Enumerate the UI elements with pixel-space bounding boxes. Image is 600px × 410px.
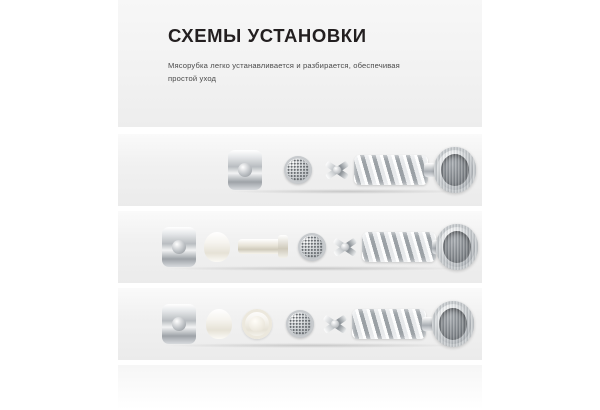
page-subtitle: Мясорубка легко устанавливается и разбирается, обеспечивая простой уход: [168, 61, 400, 83]
ring-nut-icon: [434, 147, 476, 193]
cross-hub-icon: [162, 304, 196, 344]
row-1-shadow: [228, 189, 468, 194]
assembly-row-2: [118, 211, 482, 283]
plastic-cup-icon: [242, 309, 272, 339]
assembly-row-1: [118, 134, 482, 206]
assembly-row-3: [118, 288, 482, 360]
header-text-block: [168, 26, 464, 85]
cutting-blade-icon: [332, 232, 358, 262]
auger-screw-icon: [354, 155, 428, 185]
ring-nut-icon: [432, 301, 474, 347]
row-3-shadow: [162, 343, 462, 348]
cross-hub-icon: [162, 227, 196, 267]
ring-nut-icon: [436, 224, 478, 270]
row-2-parts: [118, 211, 482, 283]
row-2-shadow: [162, 266, 468, 271]
page-title: СХЕМЫ УСТАНОВКИ: [168, 25, 367, 46]
perforated-disc-icon: [286, 310, 314, 338]
auger-screw-icon: [362, 232, 436, 262]
cutting-blade-icon: [324, 155, 350, 185]
perforated-disc-icon: [284, 156, 312, 184]
header-panel: [118, 0, 482, 127]
cutting-blade-icon: [322, 309, 348, 339]
auger-screw-icon: [352, 309, 426, 339]
cross-hub-icon: [228, 150, 262, 190]
plastic-cone-icon: [206, 309, 232, 339]
bottom-fade-panel: [118, 365, 482, 410]
row-1-parts: [118, 134, 482, 206]
row-3-parts: [118, 288, 482, 360]
plastic-tube-icon: [238, 239, 282, 254]
perforated-disc-icon: [298, 233, 326, 261]
plastic-cone-icon: [204, 232, 230, 262]
